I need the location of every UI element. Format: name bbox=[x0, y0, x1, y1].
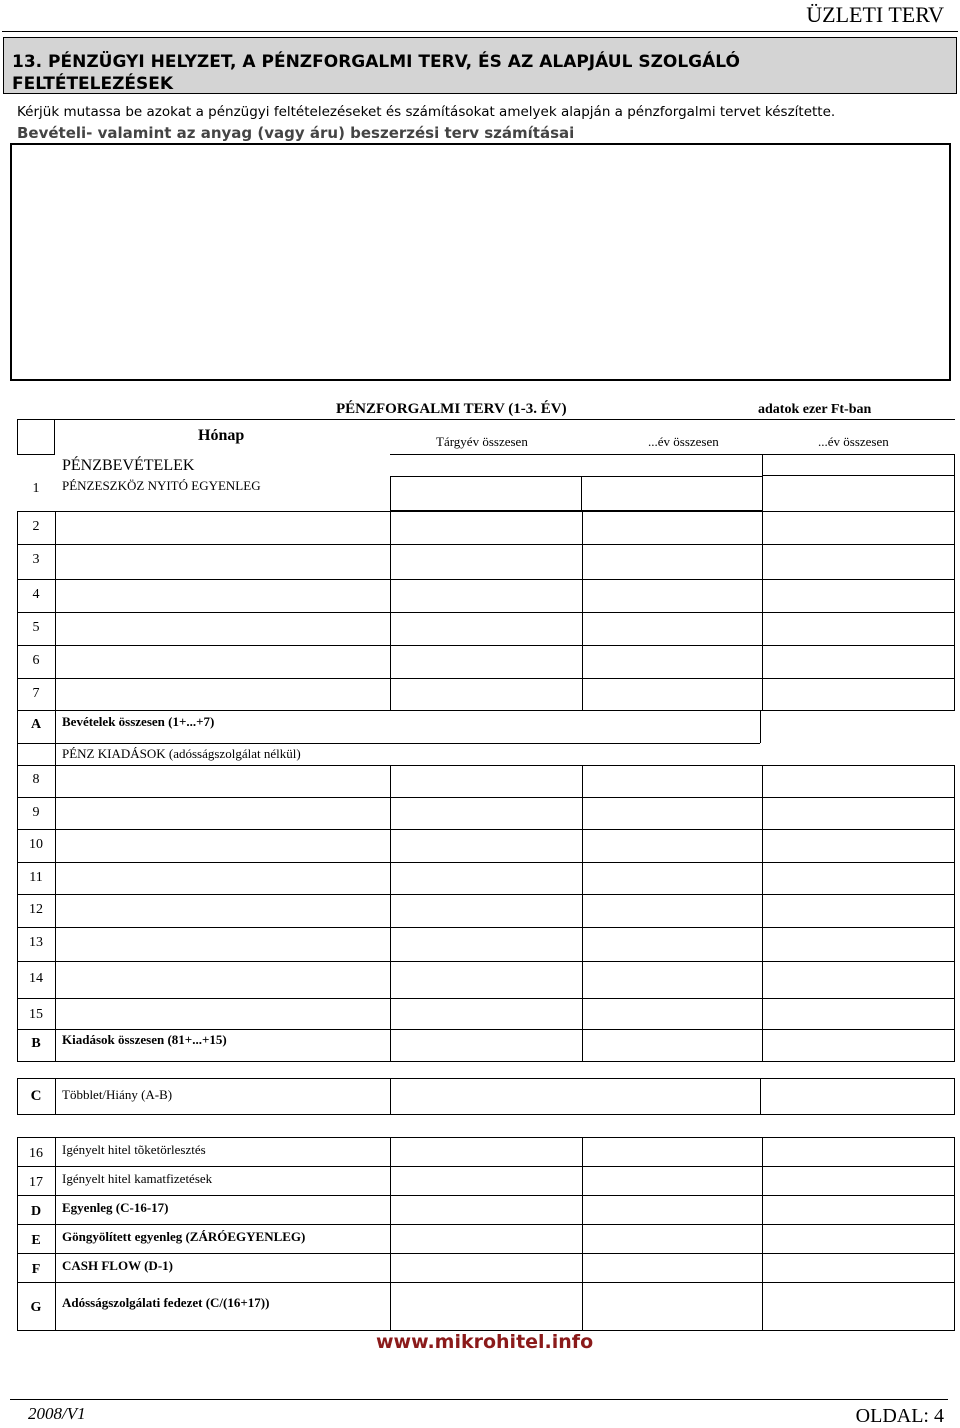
page-number: OLDAL: 4 bbox=[855, 1405, 944, 1427]
corner-cell bbox=[17, 419, 55, 455]
opening-balance-input[interactable] bbox=[762, 454, 955, 476]
income-total-label: Bevételek összesen (1+...+7) bbox=[62, 714, 215, 729]
instruction-text: Kérjük mutassa be azokat a pénzügyi feltételezéseket és számításokat amelyek alapján a pénzforgalmi tervet készítette. bbox=[17, 104, 836, 120]
row-number: 8 bbox=[32, 772, 40, 787]
row-number: 16 bbox=[29, 1146, 43, 1161]
row-number: 3 bbox=[32, 552, 40, 567]
income-header: PÉNZBEVÉTELEK bbox=[62, 457, 195, 474]
section-title-line-1: 13. PÉNZÜGYI HELYZET, A PÉNZFORGALMI TERV, ÉS AZ ALAPJÁUL SZOLGÁLÓ bbox=[12, 52, 740, 72]
row-number: 9 bbox=[32, 805, 40, 820]
column-header-current-year: Tárgyév összesen bbox=[436, 434, 528, 449]
expense-header: PÉNZ KIADÁSOK (adósságszolgálat nélkül) bbox=[62, 746, 301, 761]
row-number: 12 bbox=[29, 902, 43, 917]
row-number: 2 bbox=[32, 519, 40, 534]
section-title-line-2: FELTÉTELEZÉSEK bbox=[12, 74, 174, 94]
row-number: 14 bbox=[29, 971, 43, 986]
row-number: 5 bbox=[32, 620, 40, 635]
row-number: 4 bbox=[32, 587, 40, 602]
row-letter: D bbox=[30, 1204, 42, 1219]
row-letter: F bbox=[31, 1262, 41, 1277]
loan-principal-label: Igényelt hitel tõketörlesztés bbox=[62, 1142, 206, 1157]
row-letter: B bbox=[31, 1036, 41, 1051]
version-label: 2008/V1 bbox=[28, 1404, 86, 1423]
row-number: 1 bbox=[32, 481, 40, 496]
row-number: 13 bbox=[29, 935, 43, 950]
closing-balance-label: Göngyölített egyenleg (ZÁRÓEGYENLEG) bbox=[62, 1229, 306, 1244]
balance-label: Egyenleg (C-16-17) bbox=[62, 1200, 169, 1215]
row-number: 7 bbox=[32, 686, 40, 701]
row-letter: G bbox=[30, 1300, 42, 1315]
calculation-subheading: Bevételi- valamint az anyag (vagy áru) beszerzési terv számításai bbox=[17, 124, 575, 142]
footer-rule bbox=[10, 1399, 948, 1400]
loan-interest-label: Igényelt hitel kamatfizetések bbox=[62, 1171, 213, 1186]
month-header: Hónap bbox=[198, 427, 245, 444]
income-row-1-year-2[interactable] bbox=[581, 476, 763, 511]
column-header-year-3: ...év összesen bbox=[818, 434, 889, 449]
column-header-year-2: ...év összesen bbox=[648, 434, 719, 449]
expense-total-label: Kiadások összesen (81+...+15) bbox=[62, 1032, 227, 1047]
debt-coverage-label: Adósságszolgálati fedezet (C/(16+17)) bbox=[62, 1295, 270, 1310]
cashflow-title: PÉNZFORGALMI TERV (1-3. ÉV) bbox=[336, 401, 567, 417]
cash-flow-label: CASH FLOW (D-1) bbox=[62, 1258, 173, 1273]
opening-balance-label: PÉNZESZKÖZ NYITÓ EGYENLEG bbox=[62, 478, 261, 493]
header-underline bbox=[55, 419, 955, 420]
row-number: 17 bbox=[29, 1175, 43, 1190]
row-number: 6 bbox=[32, 653, 40, 668]
assumptions-input[interactable] bbox=[10, 143, 951, 381]
row-letter: E bbox=[31, 1233, 41, 1248]
website-link[interactable]: www.mikrohitel.info bbox=[376, 1331, 594, 1353]
row-letter: C bbox=[30, 1088, 42, 1104]
unit-note: adatok ezer Ft-ban bbox=[758, 402, 872, 417]
income-row-1-year-1[interactable] bbox=[390, 476, 582, 511]
row-letter: A bbox=[30, 717, 42, 732]
document-type: ÜZLETI TERV bbox=[806, 2, 944, 27]
row-number: 10 bbox=[29, 837, 43, 852]
header-rule bbox=[2, 31, 958, 32]
row-number: 11 bbox=[29, 870, 43, 885]
row-number: 15 bbox=[29, 1007, 43, 1022]
surplus-label: Többlet/Hiány (A-B) bbox=[62, 1087, 173, 1102]
